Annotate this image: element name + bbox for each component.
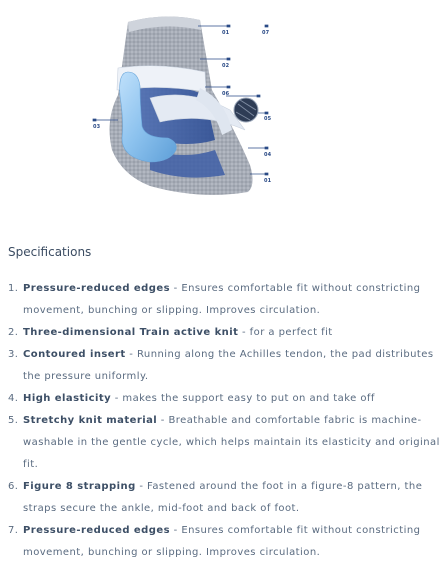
product-figure <box>0 0 448 222</box>
feature-term: Contoured insert <box>23 349 126 360</box>
feature-description: - Ensures comfortable fit without constricting movement, bunching or slipping. Improves circulation. <box>23 525 421 558</box>
list-item: 6. Figure 8 strapping - Fastened around the foot in a figure-8 pattern, the straps secure the ankle, mid-foot and back of foot. <box>8 481 423 514</box>
feature-description: - Ensures comfortable fit without constricting movement, bunching or slipping. Improves circulation. <box>23 283 421 316</box>
list-item: 5. Stretchy knit material - Breathable and comfortable fabric is machine-washable in the gentle cycle, which helps maintain its elasticity and original fit. <box>8 415 440 470</box>
feature-description: - Running along the Achilles tendon, the pad distributes the pressure uniformly. <box>23 349 434 382</box>
callout-05: 05 <box>264 116 272 122</box>
feature-description: - Breathable and comfortable fabric is machine-washable in the gentle cycle, which helps maintain its elasticity and original fit. <box>23 415 440 470</box>
feature-description: - for a perfect fit <box>238 327 333 338</box>
feature-description: - makes the support easy to put on and take off <box>111 393 375 404</box>
feature-term: Figure 8 strapping <box>23 481 136 492</box>
feature-description: - Fastened around the foot in a figure-8 pattern, the straps secure the ankle, mid-foot and back of foot. <box>23 481 423 514</box>
feature-term: Stretchy knit material <box>23 415 158 426</box>
list-item: 7. Pressure-reduced edges - Ensures comfortable fit without constricting movement, bunching or slipping. Improves circulation. <box>8 525 421 558</box>
list-item: 1. Pressure-reduced edges - Ensures comfortable fit without constricting movement, bunching or slipping. Improves circulation. <box>8 283 421 316</box>
specifications-heading: Specifications <box>8 245 92 259</box>
feature-term: Pressure-reduced edges <box>23 525 171 536</box>
callout-01-top: 01 <box>222 30 230 36</box>
list-item: 2. Three-dimensional Train active knit - for a perfect fit <box>8 327 333 338</box>
callout-02: 02 <box>222 63 230 69</box>
feature-term: Three-dimensional Train active knit <box>23 327 239 338</box>
list-item: 4. High elasticity - makes the support easy to put on and take off <box>8 393 375 404</box>
callout-01-bottom: 01 <box>264 178 272 184</box>
callout-03: 03 <box>93 124 101 130</box>
callout-06: 06 <box>222 91 230 97</box>
callout-07: 07 <box>262 30 270 36</box>
feature-term: Pressure-reduced edges <box>23 283 171 294</box>
feature-term: High elasticity <box>23 393 112 404</box>
callout-04: 04 <box>264 152 272 158</box>
specifications-list <box>8 278 444 564</box>
list-item: 3. Contoured insert - Running along the Achilles tendon, the pad distributes the pressure uniformly. <box>8 349 434 382</box>
